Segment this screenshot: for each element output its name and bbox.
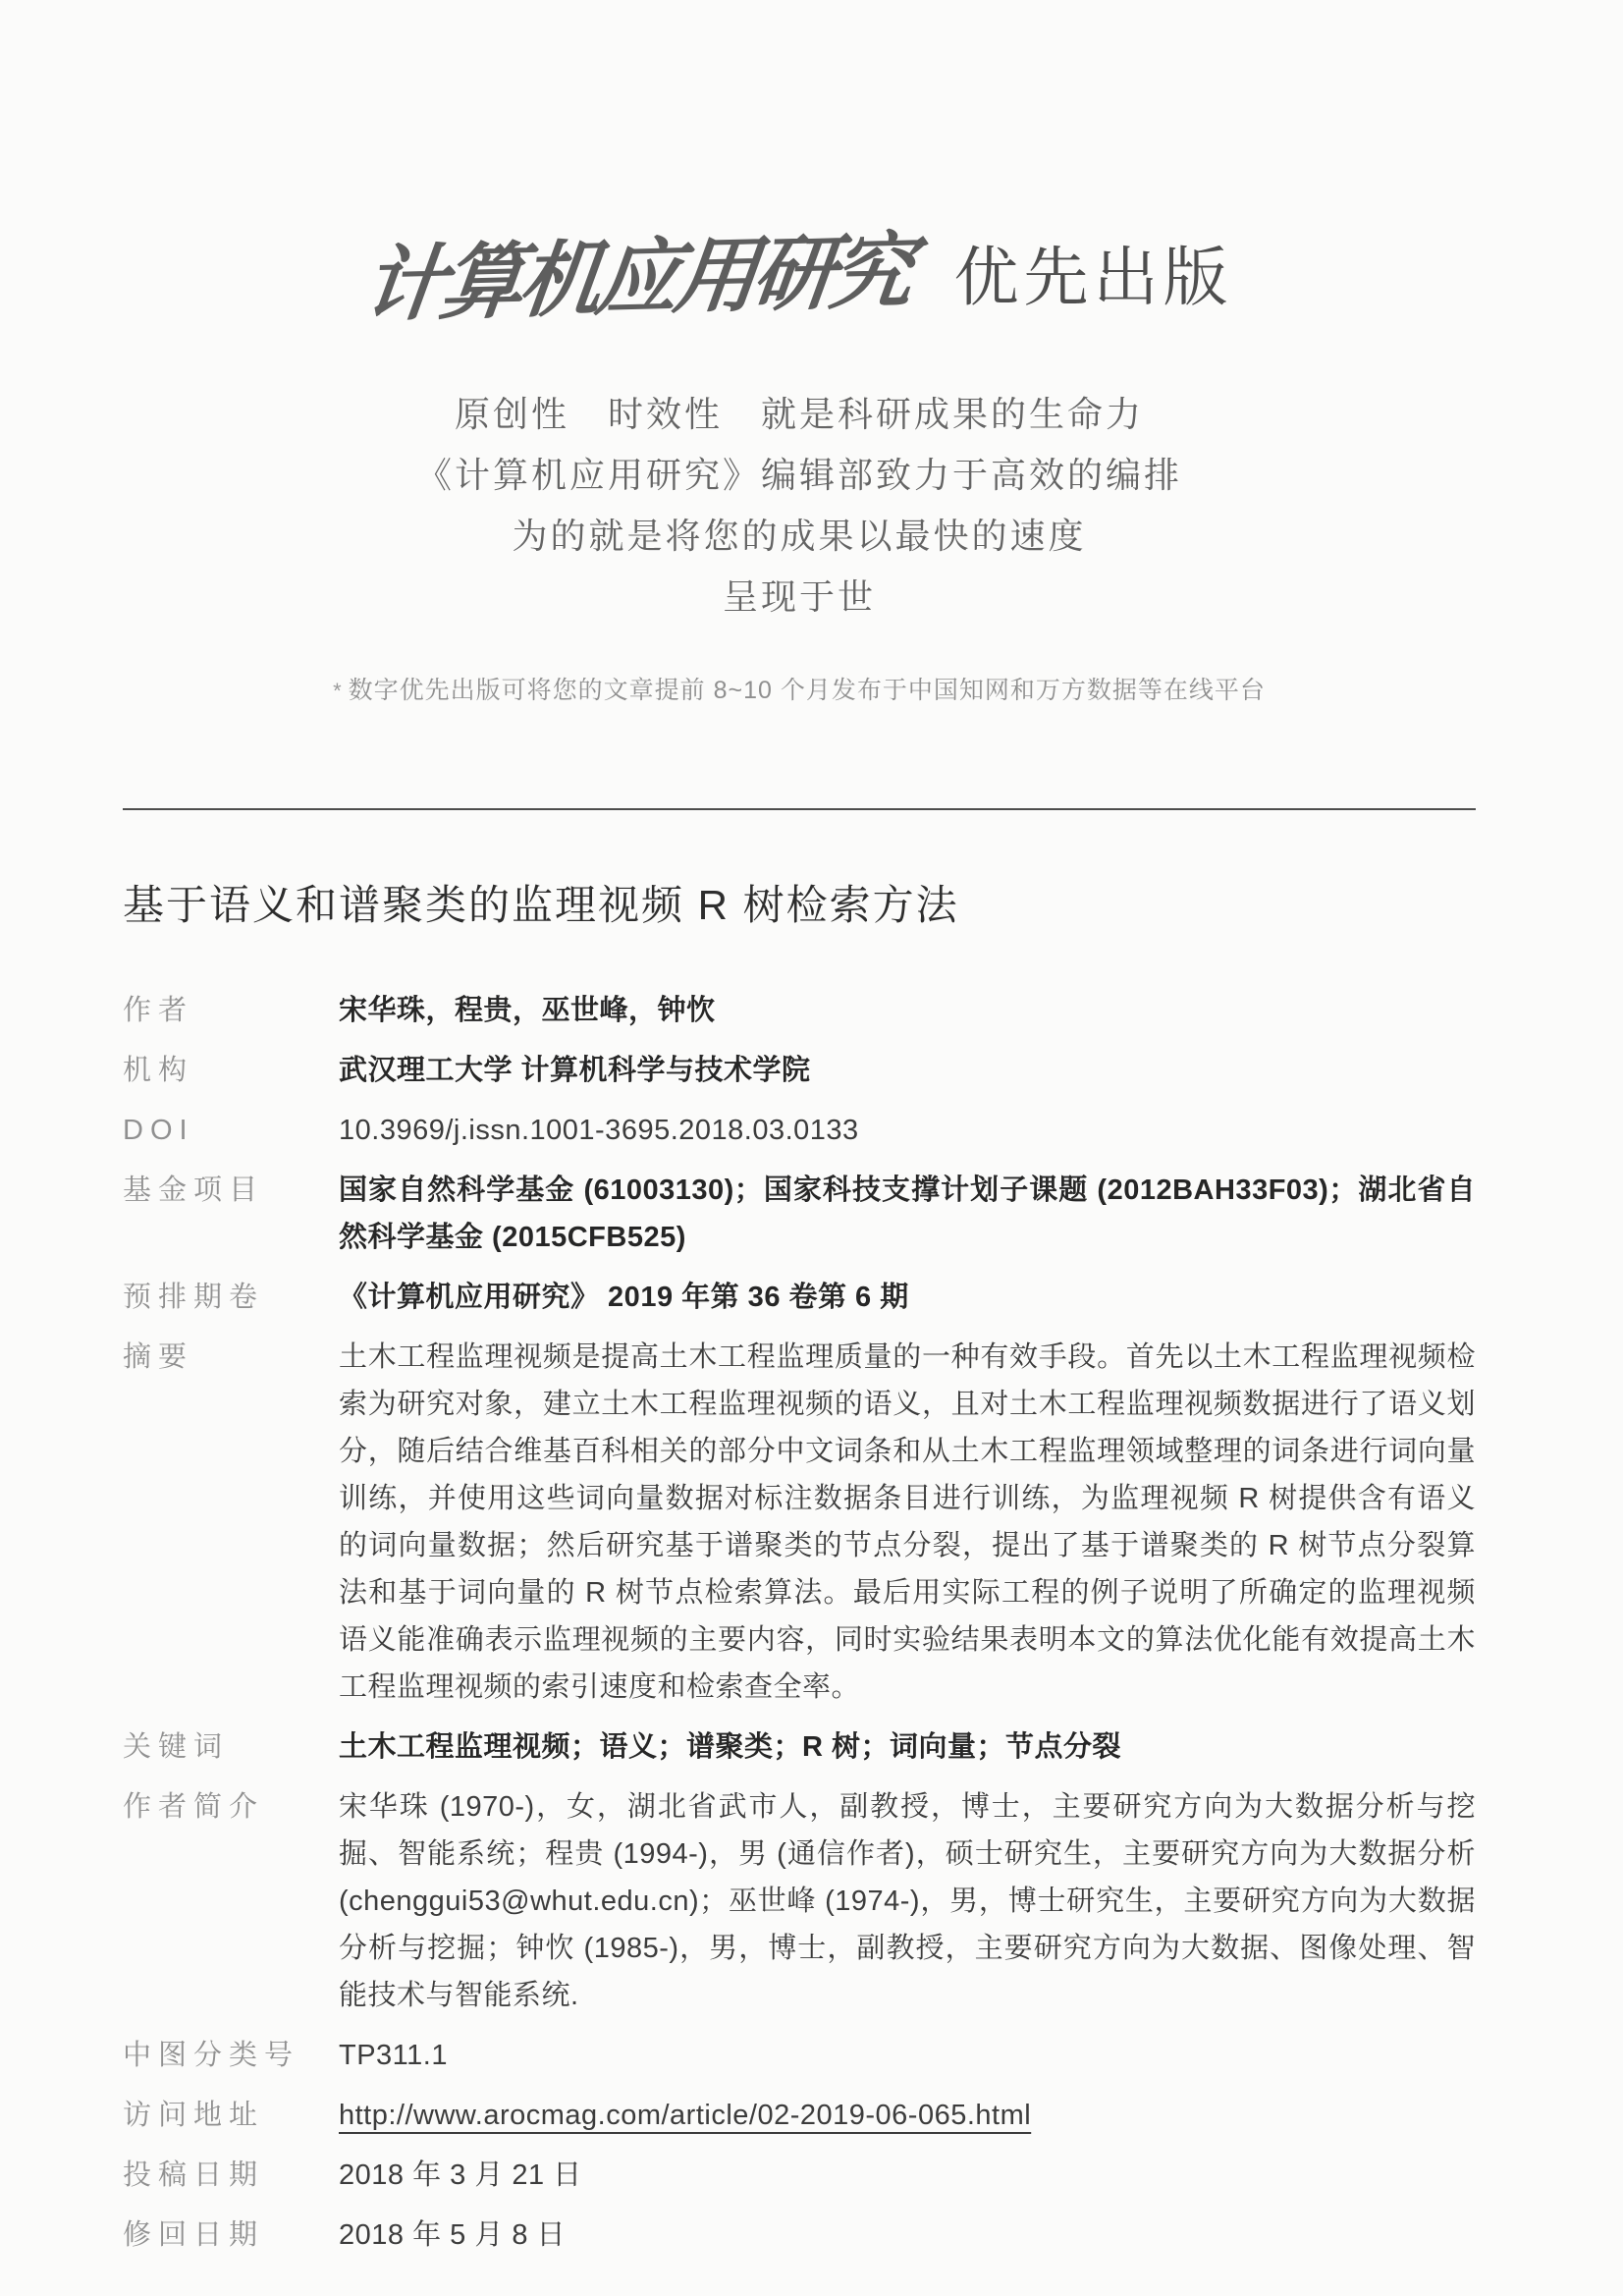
article-title: 基于语义和谱聚类的监理视频 R 树检索方法 [123,882,959,928]
field-label-authors: 作者 [123,995,194,1026]
slogan-line-2: 《计算机应用研究》编辑部致力于高效的编排 [415,455,1182,495]
field-label-keywords: 关键词 [123,1731,230,1763]
field-value-authors: 宋华珠，程贵，巫世峰，钟忺 [339,995,716,1026]
slogan-line-1: 原创性 时效性 就是科研成果的生命力 [454,394,1144,434]
field-label-scheduled-issue: 预排期卷 [123,1282,265,1313]
field-label-revision-date: 修回日期 [123,2219,265,2251]
field-value-funding: 国家自然科学基金 (61003130)；国家科技支撑计划子课题 (2012BAH33F03)；湖北省自然科学基金 (2015CFB525) [339,1175,1476,1253]
field-label-doi: DOI [123,1115,194,1146]
footnote-text: 数字优先出版可将您的文章提前 8~10 个月发布于中国知网和万方数据等在线平台 [348,677,1266,704]
field-value-access-url [339,2092,1476,2139]
field-value-scheduled-issue: 《计算机应用研究》 2019 年第 36 卷第 6 期 [339,1282,909,1313]
article-metadata-table [123,987,1476,2259]
field-label-funding: 基金项目 [123,1175,265,1206]
field-label-submission-date: 投稿日期 [123,2159,265,2191]
field-value-revision-date: 2018 年 5 月 8 日 [339,2219,567,2251]
slogan-block [123,384,1476,628]
field-label-clc-number: 中图分类号 [123,2040,300,2071]
article-url-link[interactable]: http://www.arocmag.com/article/02-2019-06-065.html [339,2100,1032,2131]
field-label-abstract: 摘要 [123,1341,194,1373]
field-label-access-url: 访问地址 [123,2100,265,2131]
footnote-asterisk: * [333,679,343,703]
field-value-keywords: 土木工程监理视频；语义；谱聚类；R 树；词向量；节点分裂 [339,1731,1122,1763]
slogan-line-3: 为的就是将您的成果以最快的速度 [512,516,1087,556]
slogan-line-4: 呈现于世 [722,576,876,617]
field-label-institution: 机构 [123,1055,194,1086]
field-label-author-bio: 作者简介 [123,1791,265,1823]
field-value-institution: 武汉理工大学 计算机科学与技术学院 [339,1055,811,1086]
field-value-abstract: 土木工程监理视频是提高土木工程监理质量的一种有效手段。首先以土木工程监理视频检索为研究对象，建立土木工程监理视频的语义，且对土木工程监理视频数据进行了语义划分，随后结合维基百科相关的部分中文词条和从土木工程监理领域整理的词条进行词向量训练，并使用这些词向量数据对标注数据条目进行训练，为监理视频 R 树提供含有语义的词向量数据；然后研究基于谱聚类的节点分裂，提出了基于谱聚类的 R 树节点分裂算法和基于词向量的 R 树节点检索算法。最后用实际工程的例子说明了所确定的监理视频语义能准确表示监理视频的主要内容，同时实验结果表明本文的算法优化能有效提高土木工程监理视频的索引速度和检索查全率。 [339,1341,1476,1703]
field-value-author-bio: 宋华珠 (1970-)，女，湖北省武市人，副教授，博士，主要研究方向为大数据分析与挖掘、智能系统；程贵 (1994-)，男 (通信作者)，硕士研究生，主要研究方向为大数据分析 (chenggui53@whut.edu.cn)；巫世峰 (1974-)，男，博士研究生，主要研究方向为大数据分析与挖掘；钟忺 (1985-)，男，博士，副教授，主要研究方向为大数据、图像处理、智能技术与智能系统. [339,1791,1476,2011]
field-value-doi: 10.3969/j.issn.1001-3695.2018.03.0133 [339,1115,859,1146]
masthead-edition-label: 优先出版 [953,240,1233,313]
field-value-submission-date: 2018 年 3 月 21 日 [339,2159,582,2191]
journal-logo-calligraphy: 计算机应用研究 [358,221,915,333]
journal-masthead [123,211,1476,331]
digital-publish-footnote [123,671,1476,706]
divider-rule [123,808,1476,810]
field-value-clc-number: TP311.1 [339,2040,448,2071]
